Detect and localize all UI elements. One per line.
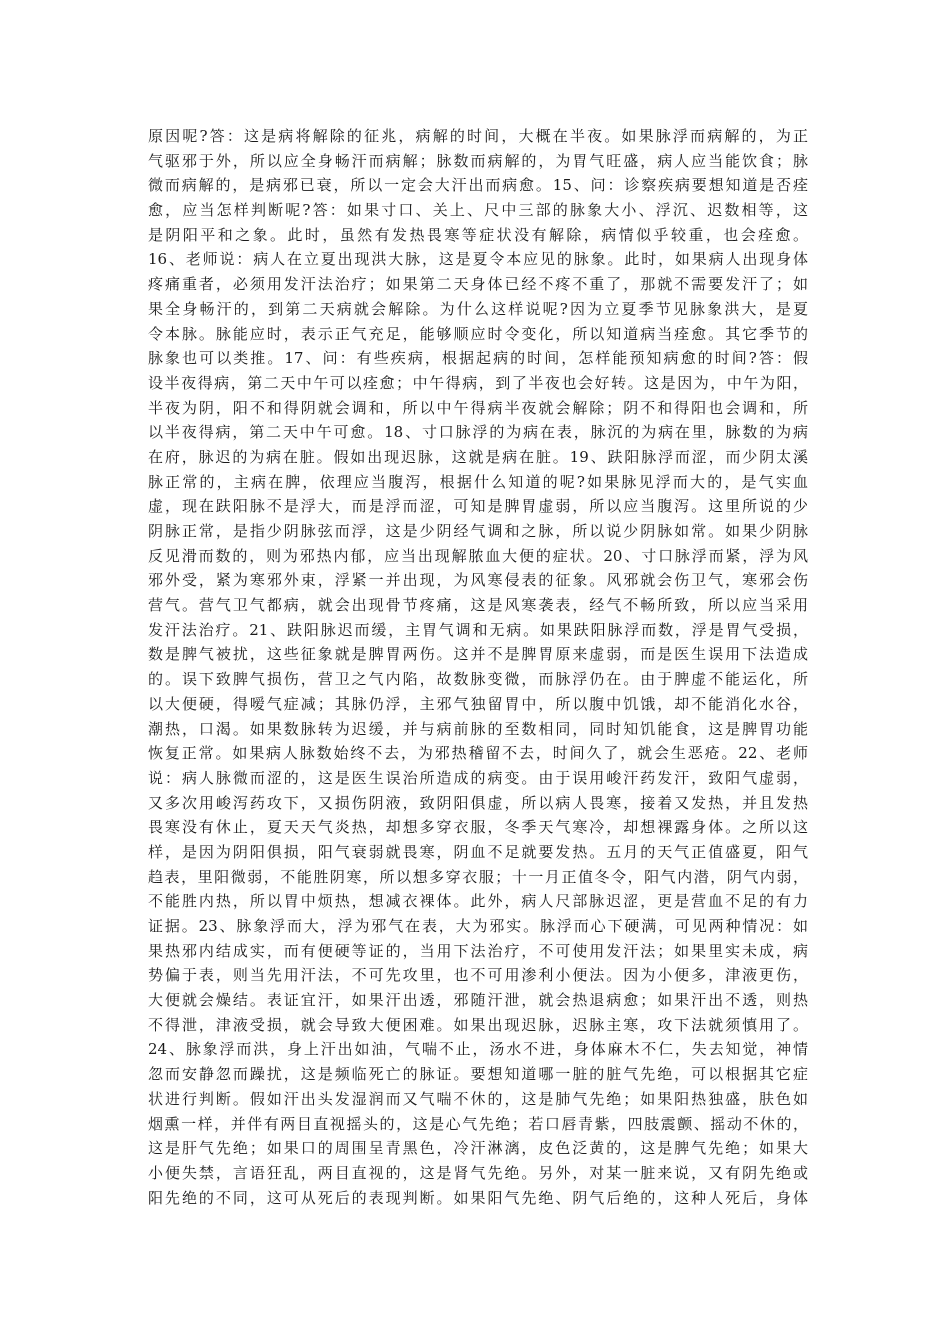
text-line: 16、老师说：病人在立夏出现洪大脉，这是夏令本应见的脉象。此时，如果病人出现身体: [148, 250, 808, 269]
text-line: 愈，应当怎样判断呢?答：如果寸口、关上、尺中三部的脉象大小、浮沉、迟数相等，这: [148, 201, 808, 220]
text-line: 微而病解的，是病邪已衰，所以一定会大汗出而病愈。15、问：诊察疾病要想知道是否痊: [148, 176, 808, 195]
text-line: 烟熏一样，并伴有两目直视摇头的，这是心气先绝；若口唇青紫，四肢震颤、摇动不休的，: [148, 1114, 808, 1133]
text-line: 果全身畅汗的，到第二天病就会解除。为什么这样说呢?因为立夏季节见脉象洪大，是夏: [148, 299, 808, 318]
text-line: 发汗法治疗。21、趺阳脉迟而缓，主胃气调和无病。如果趺阳脉浮而数，浮是胃气受损，: [148, 620, 808, 639]
text-line: 脉正常的，主病在脾，依理应当腹泻，根据什么知道的呢?如果脉见浮而大的，是气实血: [148, 472, 808, 491]
text-line: 24、脉象浮而洪，身上汗出如油，气喘不止，汤水不进，身体麻木不仁，失去知觉，神情: [148, 1040, 808, 1059]
text-line: 潮热，口渴。如果数脉转为迟缓，并与病前脉的至数相同，同时知饥能食，这是脾胃功能: [148, 719, 808, 738]
text-line: 阴脉正常，是指少阴脉弦而浮，这是少阴经气调和之脉，所以说少阴脉如常。如果少阴脉: [148, 522, 808, 540]
text-line: 是阴阳平和之象。此时，虽然有发热畏寒等症状没有解除，病情似乎较重，也会痊愈。: [148, 225, 808, 244]
text-line: 势偏于表，则当先用汗法，不可先攻里，也不可用渗利小便法。因为小便多，津液更伤，: [148, 966, 808, 985]
text-line: 疼痛重者，必须用发汗法治疗；如果第二天身体已经不疼不重了，那就不需要发汗了；如: [148, 275, 808, 294]
text-line: 阳先绝的不同，这可从死后的表现判断。如果阳气先绝、阴气后绝的，这种人死后，身体: [148, 1188, 808, 1207]
text-line: 样，是因为阴阳俱损，阳气衰弱就畏寒，阴血不足就要发热。五月的天气正值盛夏，阳气: [148, 842, 808, 861]
text-line: 恢复正常。如果病人脉数始终不去，为邪热稽留不去，时间久了，就会生恶疮。22、老师: [148, 744, 808, 763]
text-line: 这是肝气先绝；如果口的周围呈青黑色，冷汗淋漓，皮色泛黄的，这是脾气先绝；如果大: [148, 1139, 808, 1158]
text-line: 状进行判断。假如汗出头发湿润而又气喘不休的，这是肺气先绝；如果阳热独盛，肤色如: [148, 1089, 808, 1108]
text-line: 原因呢?答：这是病将解除的征兆，病解的时间，大概在半夜。如果脉浮而病解的，为正: [148, 127, 808, 145]
text-line: 设半夜得病，第二天中午可以痊愈；中午得病，到了半夜也会好转。这是因为，中午为阳，: [148, 373, 808, 392]
text-line: 虚，现在趺阳脉不是浮大，而是浮而涩，可知是脾胃虚弱，所以应当腹泻。这里所说的少: [148, 497, 808, 516]
text-line: 以半夜得病，第二天中午可愈。18、寸口脉浮的为病在表，脉沉的为病在里，脉数的为病: [148, 423, 808, 442]
text-line: 又多次用峻泻药攻下，又损伤阴液，致阴阳俱虚，所以病人畏寒，接着又发热，并且发热: [148, 793, 808, 812]
text-line: 的。误下致脾气损伤，营卫之气内陷，故数脉变微，而脉浮仍在。由于脾虚不能运化，所: [148, 670, 808, 689]
text-line: 畏寒没有休止，夏天天气炎热，却想多穿衣服，冬季天气寒冷，却想裸露身体。之所以这: [148, 818, 808, 837]
text-line: 在府，脉迟的为病在脏。假如出现迟脉，这就是病在脏。19、趺阳脉浮而涩，而少阴太溪: [148, 447, 808, 466]
text-line: 小便失禁，言语狂乱，两目直视的，这是肾气先绝。另外，对某一脏来说，又有阴先绝或: [148, 1163, 808, 1182]
text-line: 不得泄，津液受损，就会导致大便困难。如果出现迟脉，迟脉主寒，攻下法就须慎用了。: [148, 1015, 808, 1034]
text-line: 反见滑而数的，则为邪热内郁，应当出现解脓血大便的症状。20、寸口脉浮而紧，浮为风: [148, 546, 808, 565]
text-line: 以大便硬，得嗳气症减；其脉仍浮，主邪气独留胃中，所以腹中饥饿，却不能消化水谷，: [148, 694, 808, 713]
text-line: 令本脉。脉能应时，表示正气充足，能够顺应时令变化，所以知道病当痊愈。其它季节的: [148, 324, 808, 343]
body-text: [148, 124, 808, 1210]
text-line: 说：病人脉微而涩的，这是医生误治所造成的病变。由于误用峻汗药发汗，致阳气虚弱，: [148, 768, 808, 787]
text-line: 忽而安静忽而躁扰，这是频临死亡的脉证。要想知道哪一脏的脏气先绝，可以根据其它症: [148, 1065, 808, 1084]
text-line: 营气。营气卫气都病，就会出现骨节疼痛，这是风寒袭表，经气不畅所致，所以应当采用: [148, 596, 808, 615]
text-line: 不能胜内热，所以胃中烦热，想减衣裸体。此外，病人尺部脉迟涩，更是营血不足的有力: [148, 892, 808, 911]
text-line: 邪外受，紧为寒邪外束，浮紧一并出现，为风寒侵表的征象。风邪就会伤卫气，寒邪会伤: [148, 571, 808, 590]
text-line: 大便就会燥结。表证宜汗，如果汗出透，邪随汗泄，就会热退病愈；如果汗出不透，则热: [148, 991, 808, 1010]
text-line: 半夜为阴，阳不和得阴就会调和，所以中午得病半夜就会解除；阴不和得阳也会调和，所: [148, 398, 808, 417]
text-line: 证据。23、脉象浮而大，浮为邪气在表，大为邪实。脉浮而心下硬满，可见两种情况：如: [148, 917, 808, 935]
text-line: 果热邪内结成实，而有便硬等证的，当用下法治疗，不可使用发汗法；如果里实未成，病: [148, 941, 808, 960]
text-line: 气驱邪于外，所以应全身畅汗而病解；脉数而病解的，为胃气旺盛，病人应当能饮食；脉: [148, 151, 808, 170]
text-line: 趋表，里阳微弱，不能胜阴寒，所以想多穿衣服；十一月正值冬令，阳气内潜，阴气内弱，: [148, 867, 808, 886]
text-line: 脉象也可以类推。17、问：有些疾病，根据起病的时间，怎样能预知病愈的时间?答：假: [148, 349, 808, 368]
text-line: 数是脾气被扰，这些征象就是脾胃两伤。这并不是脾胃原来虚弱，而是医生误用下法造成: [148, 645, 808, 664]
